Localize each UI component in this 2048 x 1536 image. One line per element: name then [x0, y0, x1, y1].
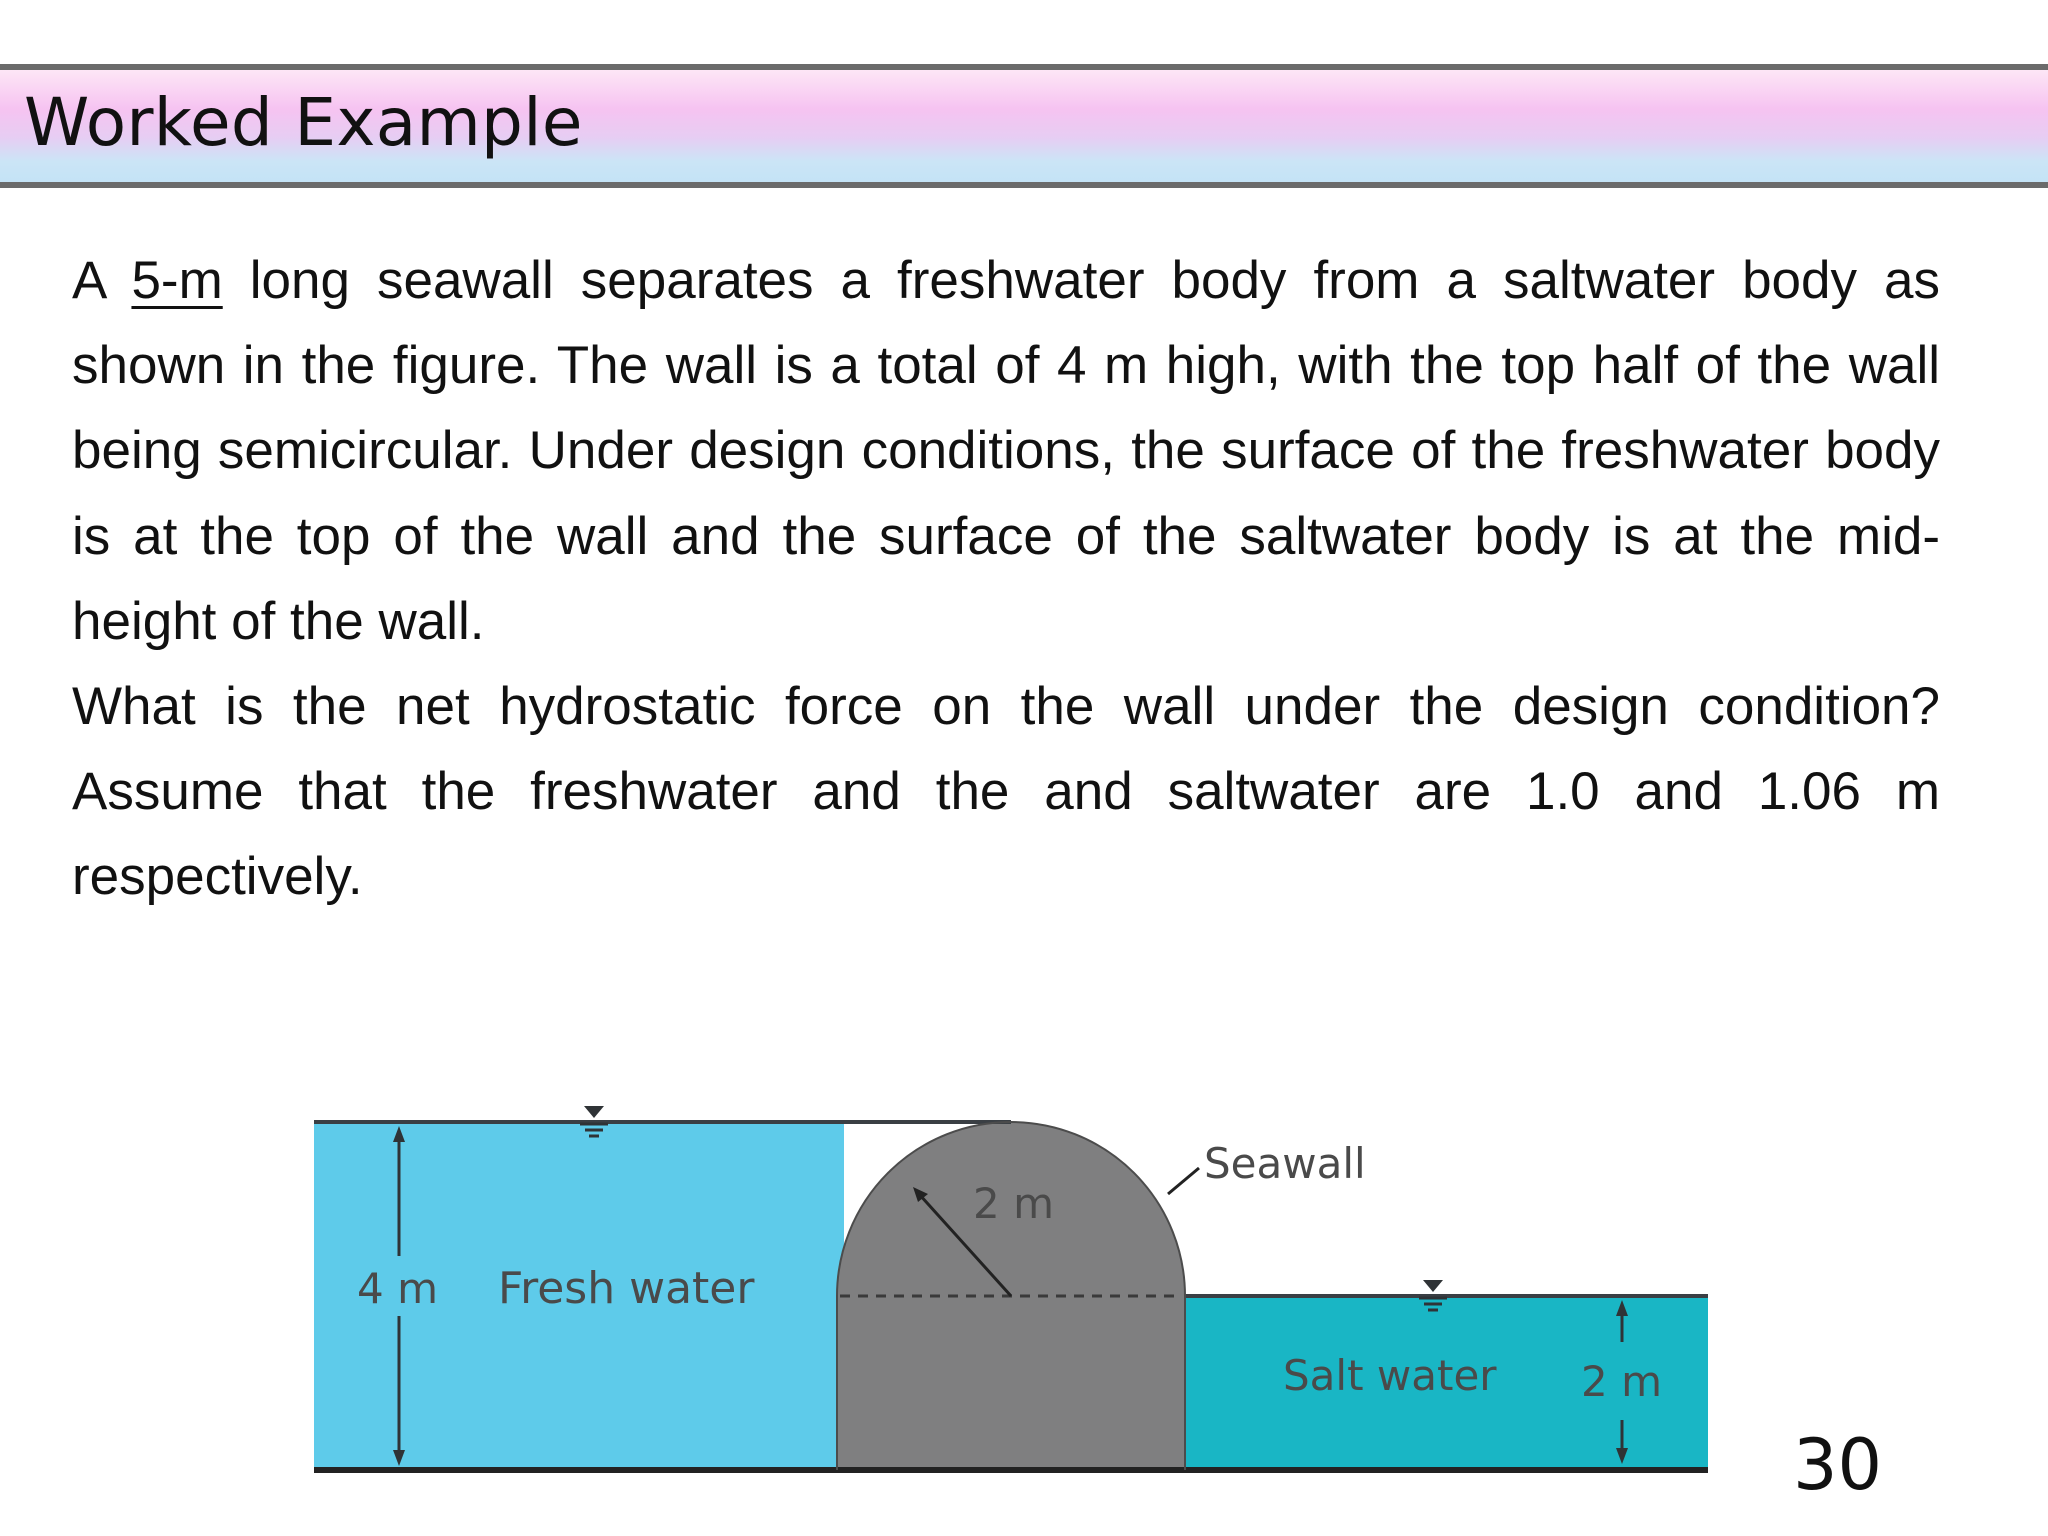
- problem-statement: [72, 238, 1940, 920]
- total-height-label: 4 m: [357, 1264, 438, 1313]
- problem-text-rest: long seawall separates a freshwater body from a saltwater body as shown in the figure. The wall is a total of 4 m high, with the top half of the wall being semicircular. Under design conditions, the surface of the freshwater body is at the top of the wall and the surface of the saltwater body is at the mid-height of the wall.: [72, 251, 1940, 651]
- problem-paragraph-2: What is the net hydrostatic force on the wall under the design condition? Assume that the freshwater and the and saltwater are 1.0 and 1.06 m respectively.: [72, 677, 1940, 907]
- page-number: 30: [1793, 1424, 1883, 1506]
- problem-paragraph-1: [72, 238, 1940, 664]
- wall-length: 5-m: [131, 251, 223, 310]
- title-bar: [0, 64, 2048, 188]
- salt-depth-label: 2 m: [1581, 1357, 1662, 1406]
- problem-text-start: A: [72, 251, 132, 310]
- fresh-water-label: Fresh water: [498, 1263, 755, 1314]
- seawall-diagram: [300, 1090, 1720, 1510]
- seawall-figure: [300, 1090, 1720, 1510]
- seawall-label: Seawall: [1204, 1139, 1366, 1188]
- radius-label: 2 m: [973, 1179, 1054, 1228]
- salt-water-label: Salt water: [1283, 1351, 1497, 1400]
- seawall-leader-line: [1168, 1168, 1199, 1194]
- slide-title: Worked Example: [24, 84, 583, 161]
